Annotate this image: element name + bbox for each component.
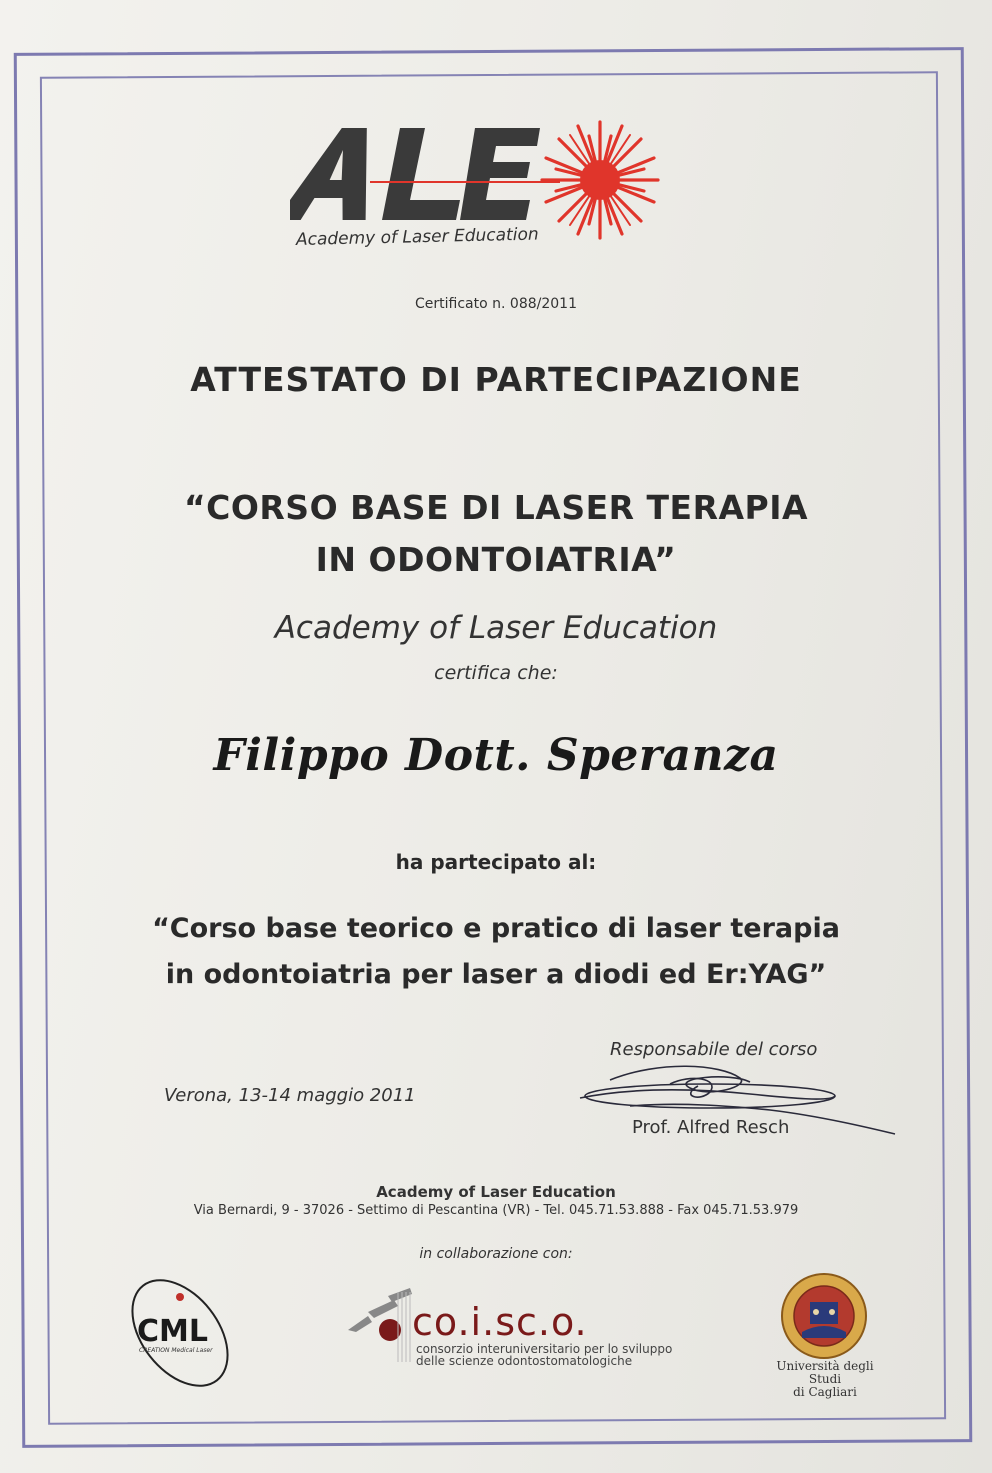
course-desc-line2: in odontoiatria per laser a diodi ed Er:YAG” — [165, 959, 827, 990]
participated-label: ha partecipato al: — [395, 850, 597, 874]
signature-role: Responsabile del corso — [610, 1039, 818, 1060]
coisco-name: co.i.sc.o. — [412, 1300, 588, 1344]
course-desc-line1: “Corso base teorico e pratico di laser terapia — [152, 913, 840, 944]
course-description — [0, 906, 992, 998]
logo-caption: Academy of Laser Education — [295, 224, 539, 250]
signer-name: Prof. Alfred Resch — [632, 1117, 790, 1138]
footer-address: Via Bernardi, 9 - 37026 - Settimo di Pescantina (VR) - Tel. 045.71.53.888 - Fax 045.71.53.979 — [193, 1203, 799, 1218]
course-title-line1: “CORSO BASE DI LASER TERAPIA — [183, 488, 809, 527]
course-title-line2: IN ODONTOIATRIA” — [315, 540, 677, 579]
coisco-subtitle — [416, 1343, 672, 1367]
cml-logo — [125, 1275, 235, 1390]
cml-tagline: CREATION Medical Laser — [139, 1347, 213, 1354]
footer-organization: Academy of Laser Education — [376, 1183, 616, 1201]
certifies-label: certifica che: — [434, 662, 558, 684]
certificate-heading: ATTESTATO DI PARTECIPAZIONE — [190, 360, 802, 399]
collaboration-label: in collaborazione con: — [419, 1246, 573, 1262]
university-name-line2: di Cagliari — [793, 1385, 857, 1399]
course-title — [0, 482, 992, 586]
university-name-line1: Università degli Studi — [776, 1359, 874, 1386]
place-date: Verona, 13-14 maggio 2011 — [164, 1085, 416, 1106]
coisco-sub-line1: consorzio interuniversitario per lo sviluppo — [416, 1342, 673, 1356]
issuer-name: Academy of Laser Education — [274, 610, 718, 646]
recipient-name: Filippo Dott. Speranza — [213, 730, 779, 781]
university-name — [760, 1360, 890, 1399]
certificate-number: Certificato n. 088/2011 — [415, 296, 577, 312]
coisco-sub-line2: delle scienze odontostomatologiche — [416, 1354, 633, 1368]
cml-mark: CML — [137, 1314, 208, 1349]
university-seal — [780, 1272, 868, 1360]
